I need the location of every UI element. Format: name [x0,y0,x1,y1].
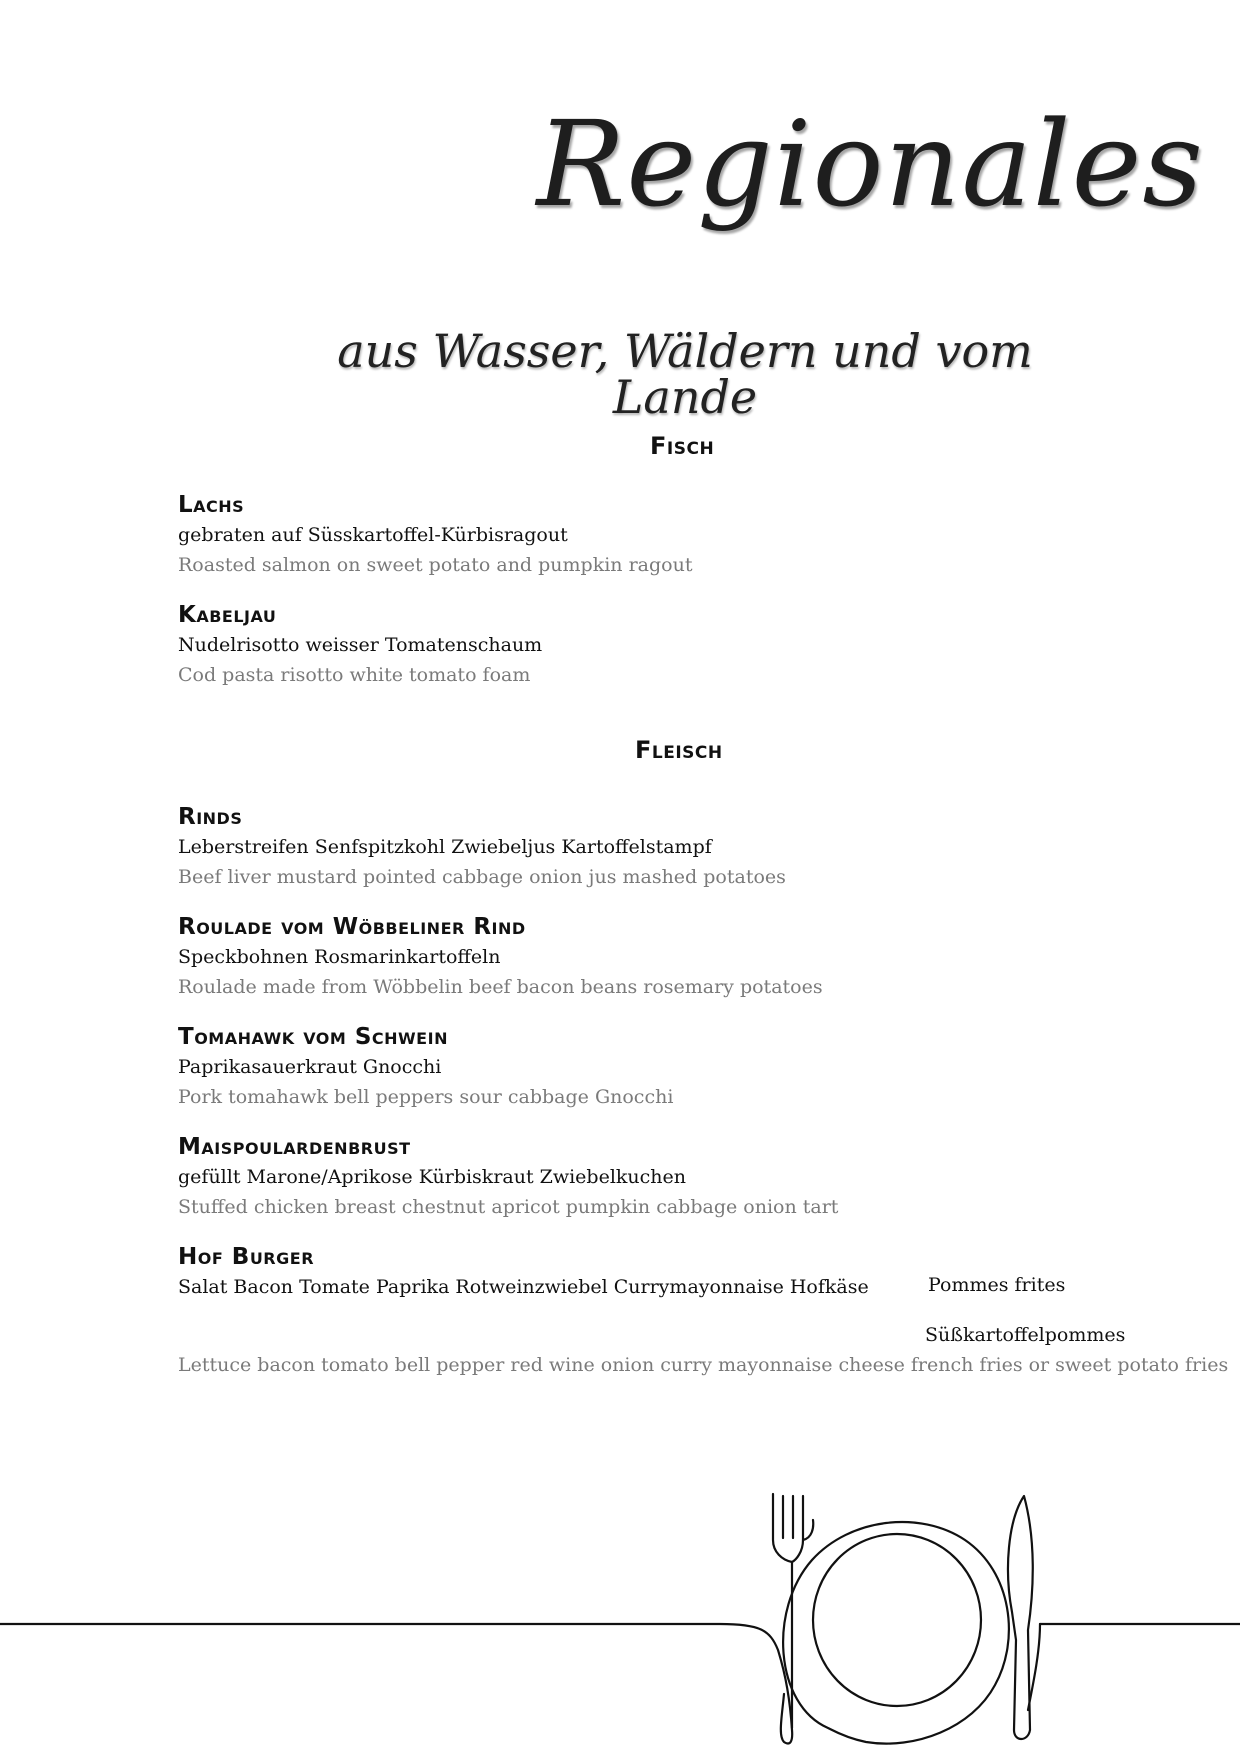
dish-description-de: gefüllt Marone/Aprikose Kürbiskraut Zwiebelkuchen [178,1166,687,1188]
fork-plate-knife-line-icon [0,1480,1240,1754]
dish-description-de: Salat Bacon Tomate Paprika Rotweinzwiebel Currymayonnaise Hofkäse [178,1276,869,1298]
section-title-fleisch: Fleisch [635,736,723,764]
dish-description-en: Cod pasta risotto white tomato foam [178,664,531,686]
dish-description-en: Stuffed chicken breast chestnut apricot pumpkin cabbage onion tart [178,1196,839,1218]
dish-description-de: Nudelrisotto weisser Tomatenschaum [178,634,543,656]
dish-description-en: Roulade made from Wöbbelin beef bacon beans rosemary potatoes [178,976,823,998]
dish-kabeljau [178,600,542,690]
dish-description-en: Roasted salmon on sweet potato and pumpkin ragout [178,554,693,576]
dish-tomahawk [178,1022,673,1112]
dish-description-en: Lettuce bacon tomato bell pepper red wine onion curry mayonnaise cheese french fries or sweet potato fries [178,1354,1229,1376]
dish-name: Lachs [178,492,245,518]
dish-description-de: gebraten auf Süsskartoffel-Kürbisragout [178,524,568,546]
section-title-fisch: Fisch [650,432,715,460]
dish-rinds [178,802,786,892]
dish-name: Roulade vom Wöbbeliner Rind [178,914,526,940]
dish-name: Maispoulardenbrust [178,1134,411,1160]
dish-name: Rinds [178,804,243,830]
dish-hof-burger [178,1242,869,1302]
dish-description-en: Beef liver mustard pointed cabbage onion jus mashed potatoes [178,866,786,888]
side-option-pommes: Pommes frites [928,1274,1066,1296]
dish-lachs [178,490,692,580]
dish-name: Kabeljau [178,602,277,628]
page-subtitle: aus Wasser, Wäldern und vom Lande [337,324,1033,424]
dish-description-de: Speckbohnen Rosmarinkartoffeln [178,946,501,968]
dish-description-de: Paprikasauerkraut Gnocchi [178,1056,442,1078]
page-title: Regionales [536,95,1204,233]
dish-maispoulardenbrust [178,1132,838,1222]
dish-description-en: Pork tomahawk bell peppers sour cabbage Gnocchi [178,1086,674,1108]
side-option-suesskartoffel: Süßkartoffelpommes [925,1324,1126,1346]
dish-name: Hof Burger [178,1244,315,1270]
dish-description-de: Leberstreifen Senfspitzkohl Zwiebeljus Kartoffelstampf [178,836,712,858]
dish-roulade [178,912,823,1002]
dish-name: Tomahawk vom Schwein [178,1024,448,1050]
